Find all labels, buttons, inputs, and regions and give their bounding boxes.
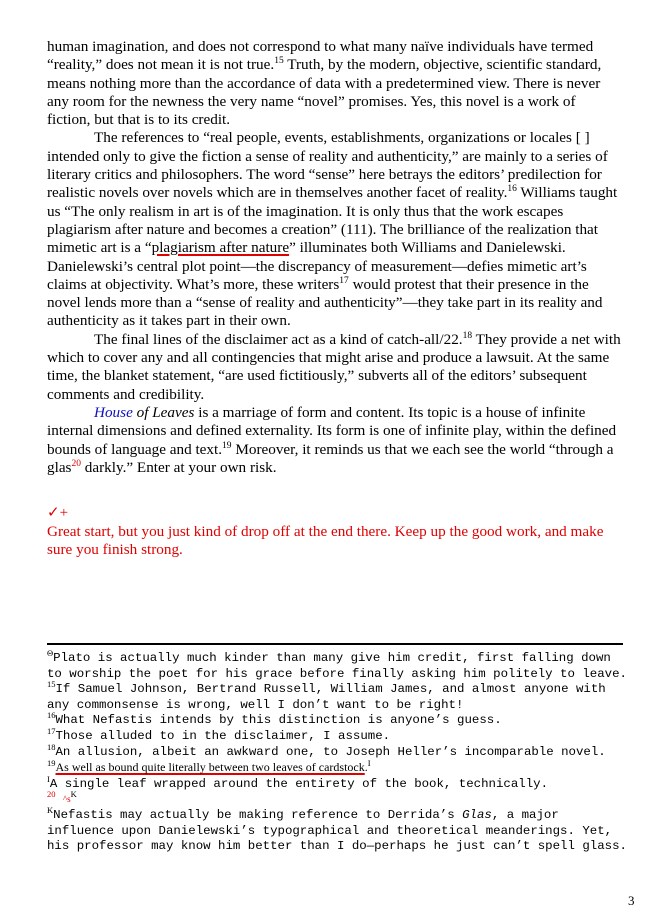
essay-body <box>47 38 622 477</box>
footnote-ref-19: 19 <box>222 440 232 451</box>
footnote-ref-15: 15 <box>274 56 284 67</box>
footnote-ref-I: I <box>367 758 371 769</box>
paragraph-text: is a marriage of form and content. Its topic is a house of infinite internal dimensions and defined externality. Its form is one of infinite play, within the defined bounds of language and text. <box>47 403 617 458</box>
italic-title-glas: Glas <box>462 807 492 822</box>
footnote-text: A single leaf wrapped around the entirety of the book, technically. <box>49 776 549 791</box>
paragraph-text: Moreover, it reminds us that we each see the world “through a glas <box>47 440 614 476</box>
footnote-text: If Samuel Johnson, Bertrand Russell, William James, and almost anyone with any commonsense is wrong, well I don’t want to be right! <box>47 682 606 712</box>
footnote-mark: 18 <box>47 741 56 752</box>
paragraph-text: ” illuminates both Williams and Danielewski. Danielewski’s central plot point—the discrepancy of measurement—defies mimetic art’s claims at objectivity. What’s more, these writers <box>47 239 587 293</box>
teacher-comment <box>47 505 622 560</box>
checkmark-grade: ✓+ <box>47 505 69 522</box>
paragraph-1 <box>47 38 622 129</box>
book-title-leaves: Leaves <box>152 403 195 421</box>
footnote-mark: 17 <box>47 725 56 736</box>
footnote-I <box>47 773 627 793</box>
book-title-of: of <box>132 403 153 421</box>
footnote-15 <box>47 679 627 713</box>
footnote-text: Plato is actually much kinder than many give him credit, first falling down to worship the poet for his grace before finally asking him politely to leave. <box>47 651 627 681</box>
footnote-K <box>47 804 627 855</box>
footnotes <box>47 647 627 855</box>
footnote-mark: 19 <box>47 758 56 769</box>
paragraph-text: They provide a net with which to cover any and all contingencies that might arise and produce a lawsuit. At the same time, the blanket statement, “are used fictitiously,” subverts all of the editors’ subsequent comments and credibility. <box>47 330 621 403</box>
footnote-16 <box>47 710 627 729</box>
footnote-text: What Nefastis intends by this distinction is anyone’s guess. <box>55 713 502 728</box>
footnote-text-end: . <box>364 760 368 775</box>
footnote-17 <box>47 725 627 745</box>
footnote-ref-20: 20 <box>71 458 81 469</box>
book-title-house: House <box>94 403 133 421</box>
footnote-mark: 15 <box>47 679 56 690</box>
footnote-19 <box>47 760 627 777</box>
footnote-theta <box>47 647 627 682</box>
footnote-divider <box>47 643 623 645</box>
footnote-ref-16: 16 <box>507 184 517 195</box>
paragraph-text: Williams taught us “The only realism in art is of the imagination. It is only thus that the work escapes plagiarism after nature and becomes a creation” (111). The brilliance of the realization that mimetic art is a “ <box>47 184 618 257</box>
paragraph-text: The references to “real people, events, establishments, organizations or locales [ ] intended only to give the fiction a sense of reality and authenticity,” are mainly to a series of literary critics and philosophers. The word “sense” here betrays the editors’ predilection for realistic novels over novels which are in themselves another facet of reality. <box>47 129 608 202</box>
insert-caret: ^s <box>62 794 71 805</box>
footnote-text: , a major influence upon Danielewski’s typographical and theoretical meanderings. Yet, his professor may know him better than I do—perhaps he just can’t spell glass. <box>47 807 627 854</box>
footnote-mark: Θ <box>47 647 54 658</box>
footnote-18 <box>47 741 627 761</box>
main-content <box>47 38 622 560</box>
footnote-text: Nefastis may actually be making reference to Derrida’s <box>53 807 463 822</box>
footnote-text: Those alluded to in the disclaimer, I assume. <box>55 728 391 743</box>
footnote-mark: 16 <box>47 710 56 721</box>
paragraph-text: Truth, by the modern, objective, scientific standard, means nothing more than the accordance of data with a predetermined view. There is never any room for the newness the very name “novel” promises. Yes, this novel is a work of fiction, but that is to its credit. <box>47 56 602 129</box>
underlined-phrase: plagiarism after nature <box>151 239 290 257</box>
paragraph-text: human imagination, and does not correspond to what many naïve individuals have termed “reality,” does not mean it is not true. <box>47 38 594 74</box>
paragraph-text: The final lines of the disclaimer act as a kind of catch-all/22. <box>94 330 463 348</box>
page-number: 3 <box>628 893 635 908</box>
footnote-20 <box>47 789 627 808</box>
paragraph-text: darkly.” Enter at your own risk. <box>80 458 277 476</box>
footnote-ref-17: 17 <box>339 275 349 286</box>
paragraph-4 <box>47 404 622 477</box>
footnote-mark: 20 <box>47 789 56 800</box>
footnote-ref-18: 18 <box>462 330 473 341</box>
footnote-mark: I <box>47 773 50 784</box>
paragraph-text: would protest that their presence in the novel lends more than a “sense of reality and authenticity”—they take part in its reality and authenticity as it takes part in their own. <box>47 275 603 330</box>
paragraph-3 <box>47 331 622 404</box>
paragraph-2 <box>47 129 622 330</box>
comment-text: Great start, but you just kind of drop off at the end there. Keep up the good work, and make sure you finish strong. <box>47 523 604 559</box>
footnote-ref-K: K <box>70 789 77 800</box>
footnote-text: As well as bound quite literally between two leaves of cardstock <box>55 760 365 775</box>
footnote-text: An allusion, albeit an awkward one, to Joseph Heller’s incomparable novel. <box>55 744 606 759</box>
footnote-mark: K <box>47 804 54 815</box>
